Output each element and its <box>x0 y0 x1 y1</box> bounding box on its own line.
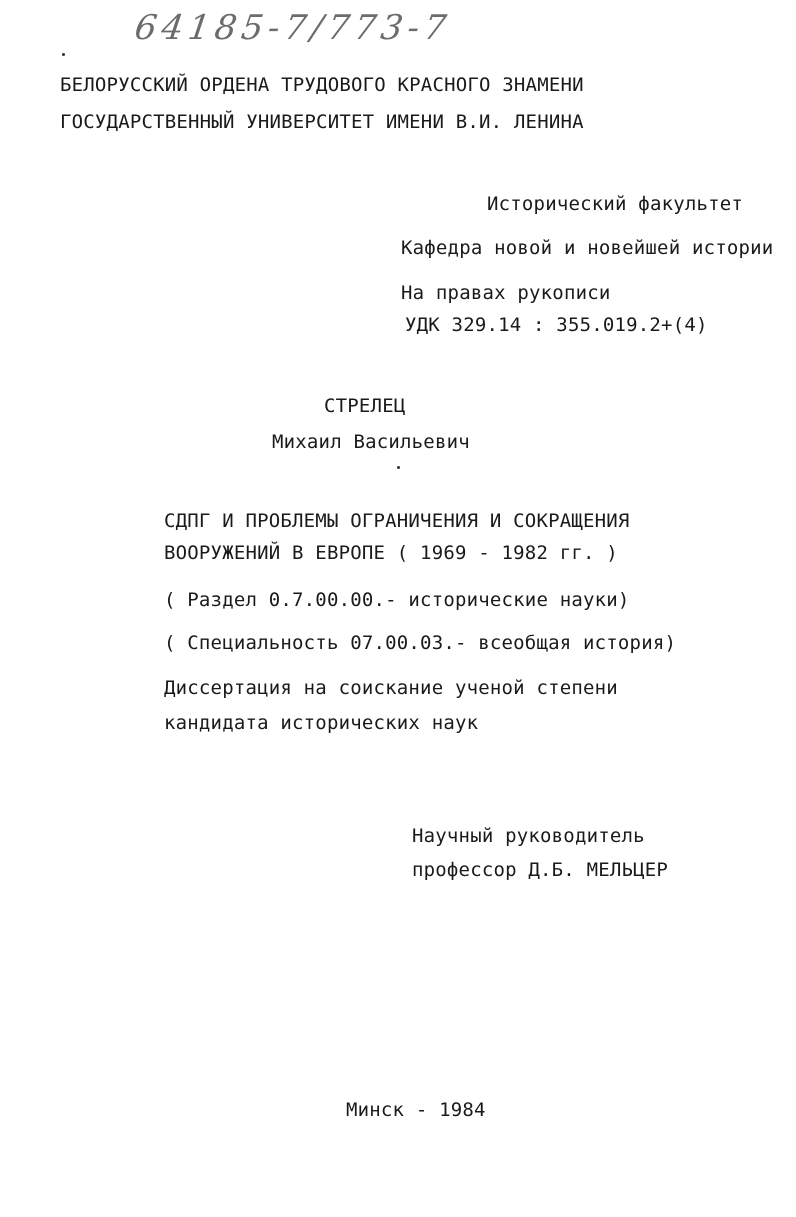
specialty: ( Специальность 07.00.03.- всеобщая история) <box>164 632 677 654</box>
manuscript-rights: На правах рукописи <box>401 282 611 304</box>
university-line-1: БЕЛОРУССКИЙ ОРДЕНА ТРУДОВОГО КРАСНОГО ЗНАМЕНИ <box>60 74 584 96</box>
faculty: Исторический факультет <box>487 193 744 215</box>
degree-line-2: кандидата исторических наук <box>164 712 479 734</box>
ink-speck <box>62 53 65 56</box>
supervisor-role: Научный руководитель <box>412 825 645 847</box>
author-given-names: Михаил Васильевич <box>272 431 470 453</box>
handwritten-archive-number: 64185-7/773-7 <box>132 8 454 48</box>
university-line-2: ГОСУДАРСТВЕННЫЙ УНИВЕРСИТЕТ ИМЕНИ В.И. ЛЕНИНА <box>60 111 584 133</box>
thesis-title-line-2: ВООРУЖЕНИЙ В ЕВРОПЕ ( 1969 - 1982 гг. ) <box>164 542 618 564</box>
department: Кафедра новой и новейшей истории <box>401 237 774 259</box>
author-surname: СТРЕЛЕЦ <box>324 395 406 417</box>
thesis-title-line-1: СДПГ И ПРОБЛЕМЫ ОГРАНИЧЕНИЯ И СОКРАЩЕНИЯ <box>164 510 630 532</box>
udc-code: УДК 329.14 : 355.019.2+(4) <box>405 314 708 336</box>
degree-line-1: Диссертация на соискание ученой степени <box>164 677 618 699</box>
supervisor-name: профессор Д.Б. МЕЛЬЦЕР <box>412 859 669 881</box>
ink-speck <box>397 466 400 469</box>
subject-section: ( Раздел 0.7.00.00.- исторические науки) <box>164 589 630 611</box>
place-and-year: Минск - 1984 <box>346 1099 486 1121</box>
